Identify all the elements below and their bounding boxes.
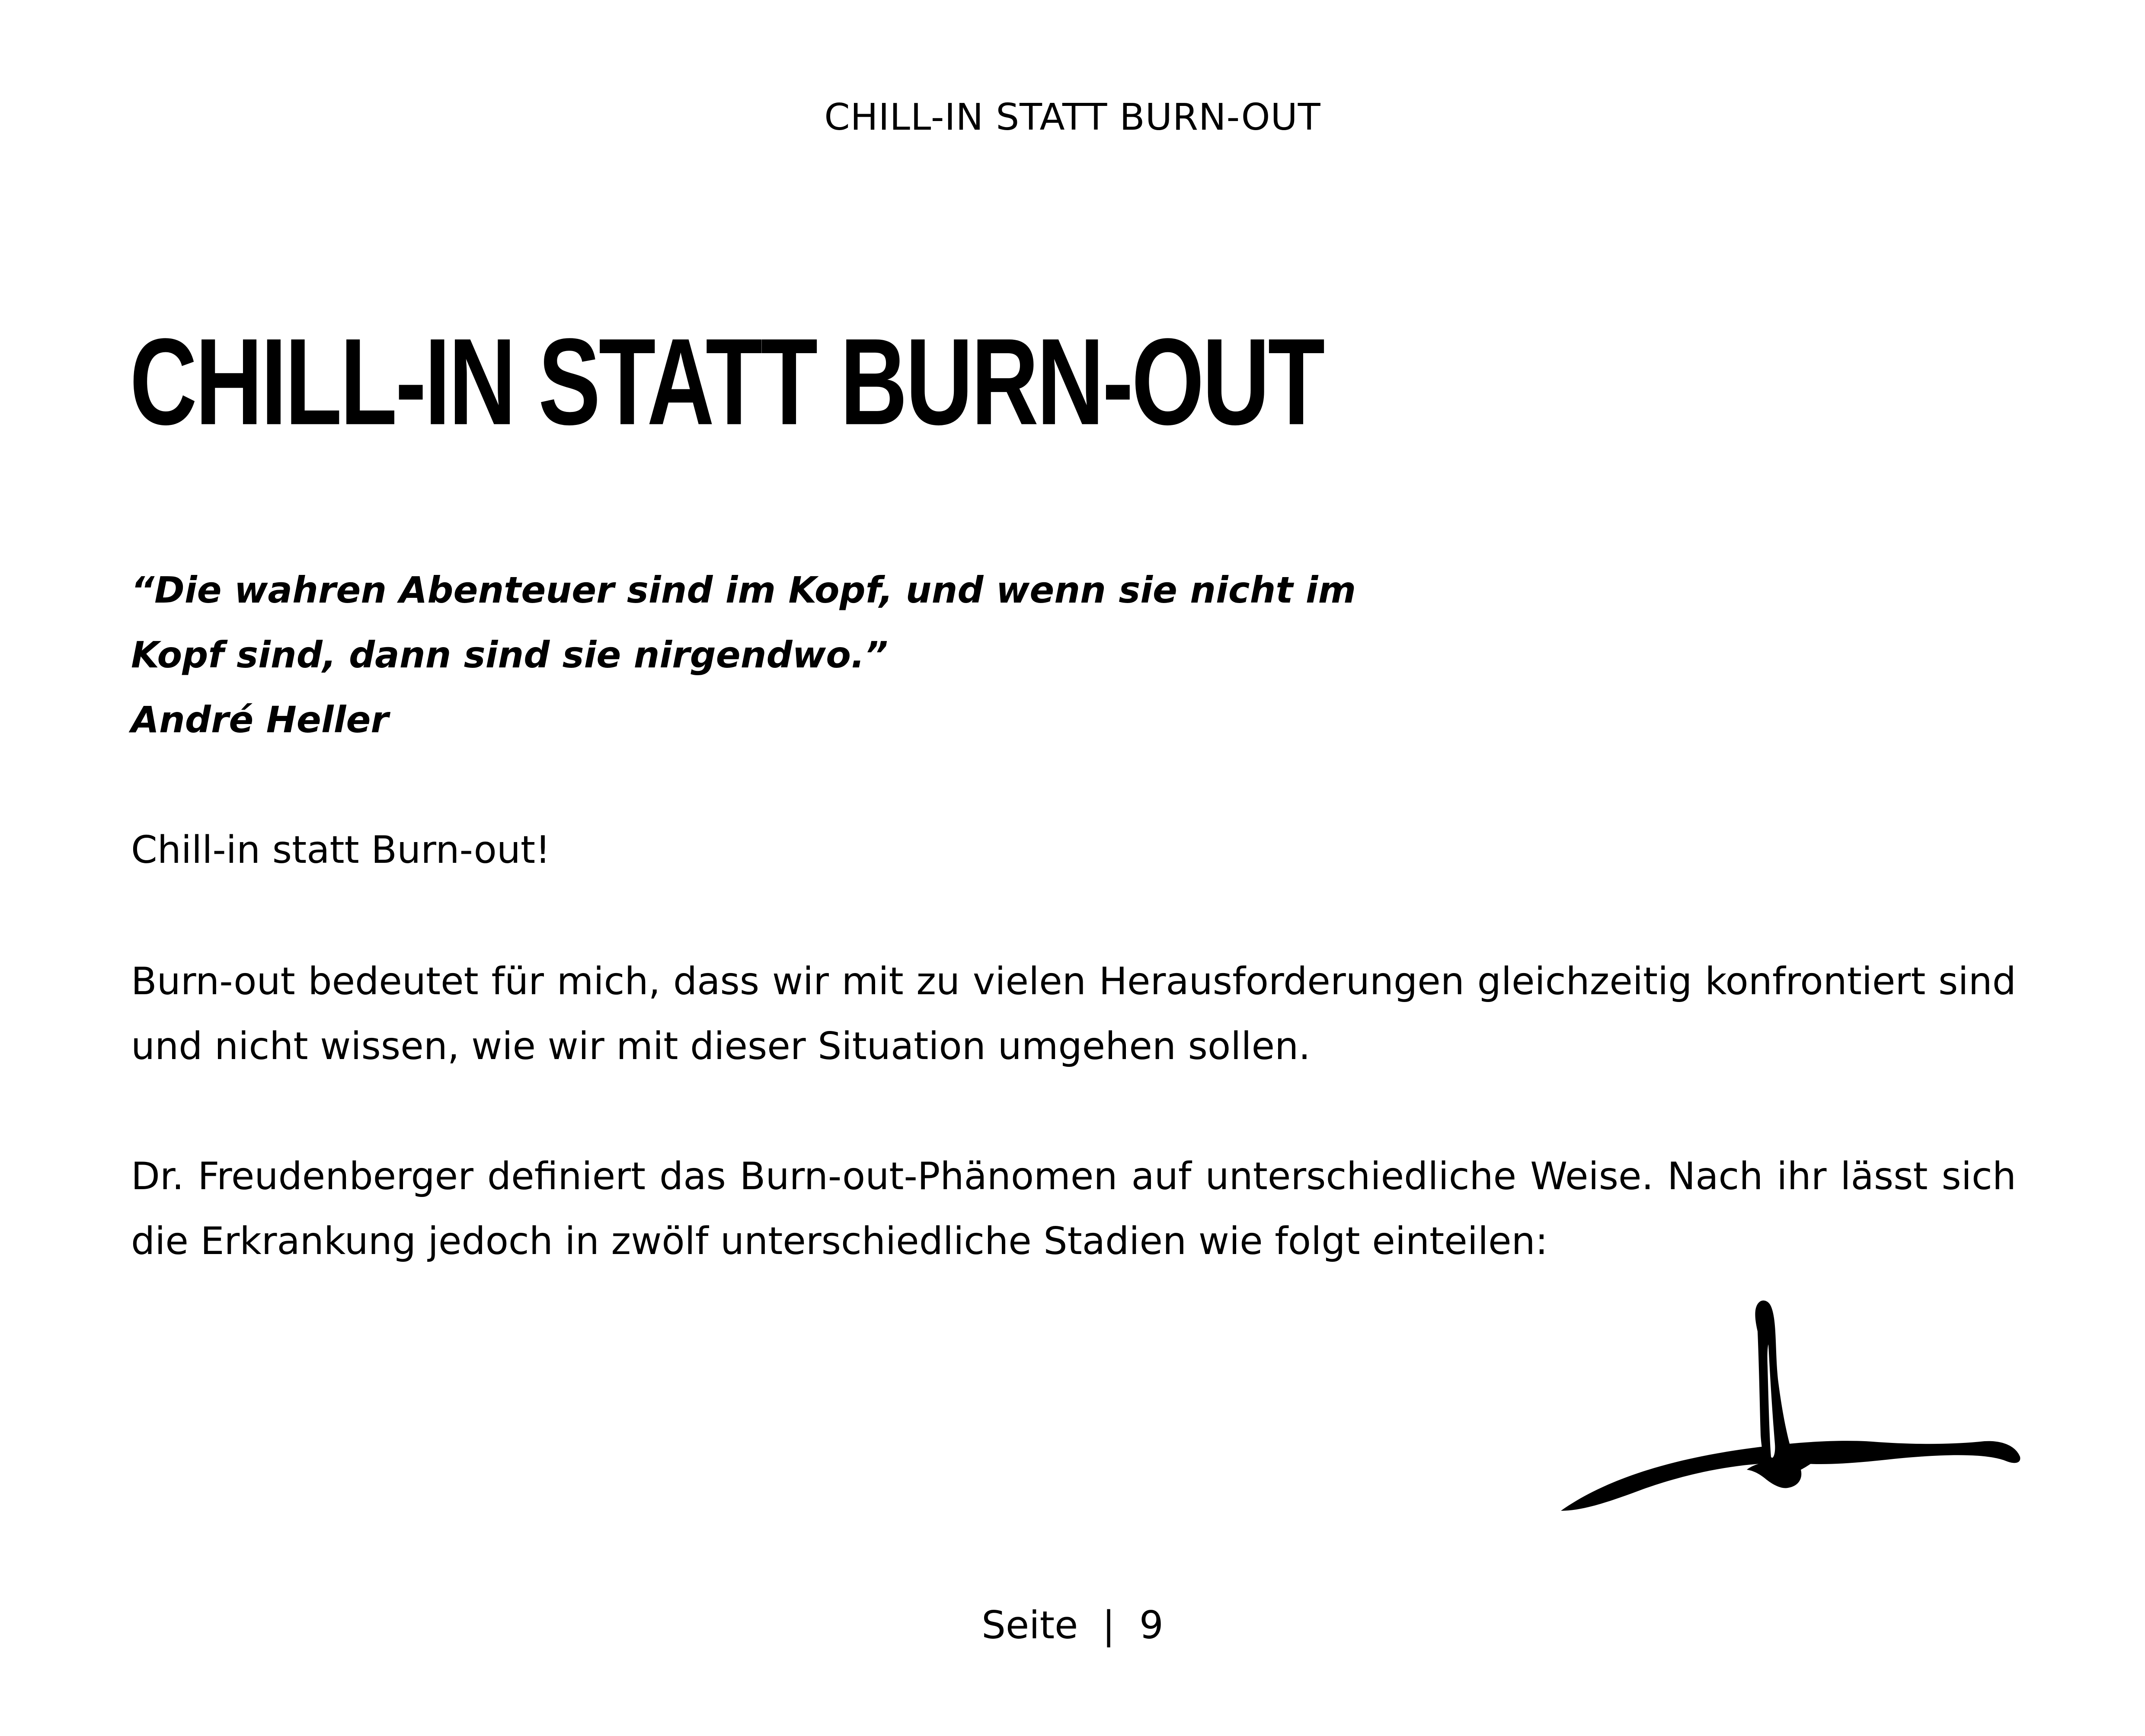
body-paragraph: Burn-out bedeutet für mich, dass wir mit zu vielen Herausforderungen gleichzeitig konfrontiert sind und nicht wissen, wie wir mit dieser Situation umgehen sollen. bbox=[131, 959, 2016, 1068]
page-separator: | bbox=[1102, 1603, 1115, 1647]
quote-line: Kopf sind, dann sind sie nirgendwo.” bbox=[131, 634, 888, 676]
body-paragraph: Dr. Freudenberger definiert das Burn-out-Phänomen auf unterschiedliche Weise. Nach ihr lässt sich die Erkrankung jedoch in zwölf unterschiedliche Stadien wie folgt einteilen: bbox=[131, 1154, 2016, 1263]
page-number: 9 bbox=[1139, 1603, 1164, 1647]
quote-line: “Die wahren Abenteuer sind im Kopf, und wenn sie nicht im bbox=[131, 569, 1356, 611]
body-paragraph: Chill-in statt Burn-out! bbox=[131, 828, 550, 872]
signature-logo-icon bbox=[1557, 1292, 2024, 1526]
page-label: Seite bbox=[981, 1603, 1078, 1647]
quote-author: André Heller bbox=[131, 699, 389, 741]
chapter-title: CHILL-IN STATT BURN-OUT bbox=[130, 312, 1323, 451]
running-header: CHILL-IN STATT BURN-OUT bbox=[824, 96, 1321, 139]
epigraph-quote bbox=[131, 558, 1356, 752]
page-footer bbox=[0, 1599, 2145, 1651]
